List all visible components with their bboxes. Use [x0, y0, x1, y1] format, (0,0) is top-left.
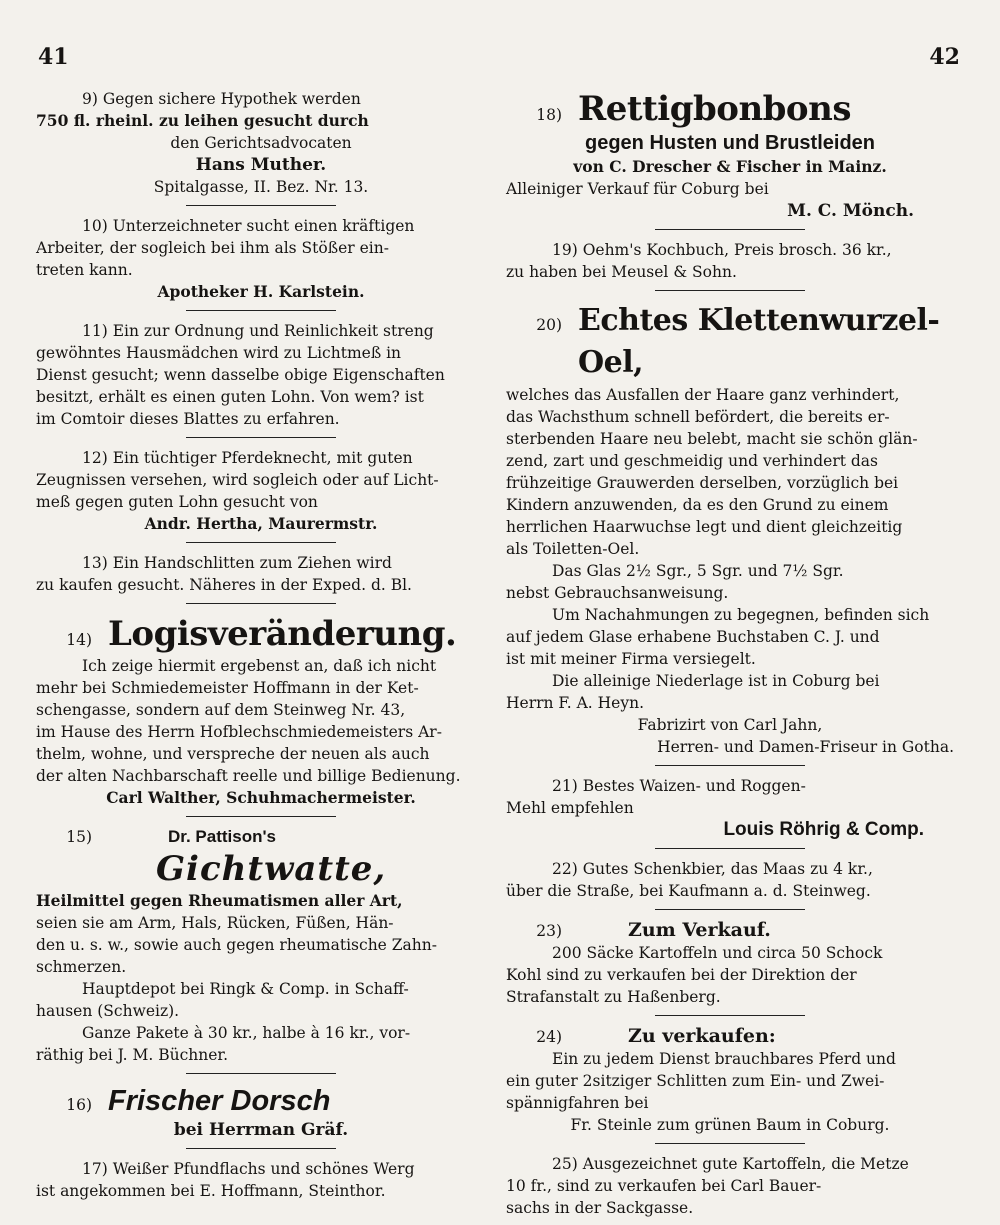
- ad-11-line-3: Dienst gesucht; wenn dasselbe obige Eigenschaften: [36, 366, 445, 384]
- ad-17-line-2: ist angekommen bei E. Hoffmann, Steinthor.: [36, 1182, 386, 1200]
- ad-18-signature: M. C. Mönch.: [787, 201, 914, 221]
- divider: [186, 603, 336, 604]
- ad-15-line-2: seien sie am Arm, Hals, Rücken, Füßen, Hän-: [36, 914, 394, 932]
- ad-12: [36, 447, 486, 535]
- ad-20-line-3: sterbenden Haare neu belebt, macht sie schön glän-: [506, 430, 918, 448]
- ad-14-line-5: thelm, wohne, und verspreche der neuen als auch: [36, 745, 430, 763]
- ad-15-line-3: den u. s. w., sowie auch gegen rheumatische Zahn-: [36, 936, 437, 954]
- ad-21: [506, 775, 954, 841]
- ad-16-line-1: bei Herrman Gräf.: [173, 1120, 349, 1140]
- ad-20-headline: Echtes Klettenwurzel-Oel,: [578, 303, 940, 380]
- ad-12-line-3: meß gegen guten Lohn gesucht von: [36, 493, 318, 511]
- ad-14-line-1: Ich zeige hiermit ergebenst an, daß ich nicht: [82, 657, 437, 675]
- ad-15-line-7: Ganze Pakete à 30 kr., halbe à 16 kr., vor-: [82, 1024, 411, 1042]
- ad-14-line-2: mehr bei Schmiedemeister Hoffmann in der Ket-: [36, 679, 419, 697]
- ad-11-line-1: 11) Ein zur Ordnung und Reinlichkeit streng: [82, 322, 434, 340]
- divider: [655, 290, 805, 291]
- ad-15-line-6: hausen (Schweiz).: [36, 1002, 180, 1020]
- ad-16-number: 16): [66, 1096, 92, 1114]
- ad-11-line-2: gewöhntes Hausmädchen wird zu Lichtmeß in: [36, 344, 402, 362]
- ad-9-line-2: 750 fl. rheinl. zu leihen gesucht durch: [36, 111, 369, 130]
- ad-20-line-12: auf jedem Glase erhabene Buchstaben C. J. und: [506, 628, 880, 646]
- ad-10-line-2: Arbeiter, der sogleich bei ihm als Stößer ein-: [36, 239, 389, 257]
- ad-20: [506, 300, 954, 758]
- ad-20-line-4: zend, zart und geschmeidig und verhindert das: [506, 452, 879, 470]
- ad-20-line-7: herrlichen Haarwuchse legt und dient gleichzeitig: [506, 518, 903, 536]
- ad-12-line-1: 12) Ein tüchtiger Pferdeknecht, mit guten: [82, 449, 413, 467]
- ad-25-line-3: sachs in der Sackgasse.: [506, 1199, 694, 1217]
- ad-20-line-9: Das Glas 2½ Sgr., 5 Sgr. und 7½ Sgr.: [552, 562, 844, 580]
- ad-10: [36, 215, 486, 303]
- ad-15-subhead: Dr. Pattison's: [168, 827, 276, 846]
- divider: [186, 310, 336, 311]
- ad-15-line-4: schmerzen.: [36, 958, 127, 976]
- ad-20-line-11: Um Nachahmungen zu begegnen, befinden sich: [552, 606, 930, 624]
- ad-25-line-1: 25) Ausgezeichnet gute Kartoffeln, die Metze: [552, 1155, 909, 1173]
- ad-25-line-2: 10 fr., sind zu verkaufen bei Carl Bauer-: [506, 1177, 822, 1195]
- ad-24-number: 24): [536, 1028, 562, 1046]
- ad-14-line-6: der alten Nachbarschaft reelle und billige Bedienung.: [36, 767, 461, 785]
- ad-20-line-8: als Toiletten-Oel.: [506, 540, 640, 558]
- divider: [655, 1015, 805, 1016]
- ad-9-signature: Hans Muther.: [195, 155, 327, 175]
- ad-10-signature: Apotheker H. Karlstein.: [157, 282, 365, 301]
- ad-14-number: 14): [66, 631, 92, 649]
- ad-11-line-4: besitzt, erhält es einen guten Lohn. Von wem? ist: [36, 388, 424, 406]
- ad-13-line-1: 13) Ein Handschlitten zum Ziehen wird: [82, 554, 392, 572]
- ad-20-line-10: nebst Gebrauchsanweisung.: [506, 584, 729, 602]
- ad-17: [36, 1158, 486, 1202]
- ad-23-headline: Zum Verkauf.: [628, 919, 771, 941]
- ad-9-address: Spitalgasse, II. Bez. Nr. 13.: [153, 178, 369, 196]
- page-number-left: 41: [38, 44, 69, 70]
- ad-15: [36, 826, 486, 1066]
- ad-14-line-4: im Hause des Herrn Hofblechschmiedemeisters Ar-: [36, 723, 442, 741]
- ad-23: [506, 919, 954, 1008]
- ad-23-line-2: Kohl sind zu verkaufen bei der Direktion der: [506, 966, 857, 984]
- ad-18-line-2: von C. Drescher & Fischer in Mainz.: [573, 157, 887, 176]
- ad-20-line-1: welches das Ausfallen der Haare ganz verhindert,: [506, 386, 900, 404]
- ad-16: [36, 1083, 486, 1141]
- ad-23-line-1: 200 Säcke Kartoffeln und circa 50 Schock: [552, 944, 883, 962]
- ad-25: [506, 1153, 954, 1219]
- ad-20-line-16: Fabrizirt von Carl Jahn,: [637, 716, 823, 734]
- ad-20-line-13: ist mit meiner Firma versiegelt.: [506, 650, 756, 668]
- ad-20-line-15: Herrn F. A. Heyn.: [506, 694, 645, 712]
- ad-9-line-1: 9) Gegen sichere Hypothek werden: [82, 90, 361, 108]
- ad-13: [36, 552, 486, 596]
- divider: [186, 1073, 336, 1074]
- ad-11: [36, 320, 486, 430]
- ad-21-line-2: Mehl empfehlen: [506, 799, 634, 817]
- ad-15-headline: Gichtwatte,: [156, 849, 387, 889]
- divider: [186, 205, 336, 206]
- divider: [655, 765, 805, 766]
- ad-18-line-1: gegen Husten und Brustleiden: [584, 132, 876, 154]
- ad-22: [506, 858, 954, 902]
- ad-16-headline: Frischer Dorsch: [108, 1085, 331, 1117]
- divider: [655, 1143, 805, 1144]
- ad-18: [506, 88, 954, 222]
- ad-20-line-17: Herren- und Damen-Friseur in Gotha.: [657, 738, 954, 756]
- divider: [186, 816, 336, 817]
- ad-20-line-2: das Wachsthum schnell befördert, die bereits er-: [506, 408, 890, 426]
- ad-20-line-6: Kindern anzuwenden, da es den Grund zu einem: [506, 496, 889, 514]
- ad-12-line-2: Zeugnissen versehen, wird sogleich oder auf Licht-: [36, 471, 439, 489]
- ad-24-line-3: spännigfahren bei: [506, 1094, 649, 1112]
- ad-22-line-1: 22) Gutes Schenkbier, das Maas zu 4 kr.,: [552, 860, 873, 878]
- divider: [655, 909, 805, 910]
- ad-15-line-8: räthig bei J. M. Büchner.: [36, 1046, 229, 1064]
- ad-22-line-2: über die Straße, bei Kaufmann a. d. Steinweg.: [506, 882, 871, 900]
- ad-10-line-1: 10) Unterzeichneter sucht einen kräftigen: [82, 217, 415, 235]
- ad-23-line-3: Strafanstalt zu Haßenberg.: [506, 988, 721, 1006]
- ad-20-line-5: frühzeitige Grauwerden derselben, vorzüglich bei: [506, 474, 899, 492]
- ad-18-headline: Rettigbonbons: [578, 89, 851, 129]
- divider: [186, 1148, 336, 1149]
- ad-18-line-3: Alleiniger Verkauf für Coburg bei: [506, 180, 769, 198]
- ad-14-headline: Logisveränderung.: [108, 614, 457, 654]
- ad-14: [36, 613, 486, 809]
- ad-15-line-5: Hauptdepot bei Ringk & Comp. in Schaff-: [82, 980, 409, 998]
- page-number-right: 42: [929, 44, 960, 70]
- ad-24: [506, 1025, 954, 1136]
- ad-23-number: 23): [536, 922, 562, 940]
- ad-9: [36, 88, 486, 198]
- ad-24-signature: Fr. Steinle zum grünen Baum in Coburg.: [570, 1116, 890, 1134]
- ad-15-line-1: Heilmittel gegen Rheumatismen aller Art,: [36, 891, 403, 910]
- ad-24-headline: Zu verkaufen:: [628, 1025, 776, 1047]
- ad-17-line-1: 17) Weißer Pfundflachs und schönes Werg: [82, 1160, 415, 1178]
- ad-14-signature: Carl Walther, Schuhmachermeister.: [106, 788, 416, 807]
- divider: [655, 848, 805, 849]
- ad-10-line-3: treten kann.: [36, 261, 133, 279]
- ad-14-line-3: schengasse, sondern auf dem Steinweg Nr. 43,: [36, 701, 406, 719]
- ad-15-number: 15): [66, 828, 92, 846]
- ad-9-line-3: den Gerichtsadvocaten: [170, 134, 352, 152]
- divider: [186, 542, 336, 543]
- right-column: [506, 88, 954, 1219]
- left-column: [36, 88, 486, 1202]
- ad-20-number: 20): [536, 316, 562, 334]
- ad-18-number: 18): [536, 106, 562, 124]
- ad-12-signature: Andr. Hertha, Maurermstr.: [144, 514, 378, 533]
- ad-20-line-14: Die alleinige Niederlage ist in Coburg bei: [552, 672, 880, 690]
- divider: [186, 437, 336, 438]
- ad-11-line-5: im Comtoir dieses Blattes zu erfahren.: [36, 410, 340, 428]
- divider: [655, 229, 805, 230]
- ad-24-line-2: ein guter 2sitziger Schlitten zum Ein- und Zwei-: [506, 1072, 885, 1090]
- ad-21-line-1: 21) Bestes Waizen- und Roggen-: [552, 777, 806, 795]
- ad-19-line-2: zu haben bei Meusel & Sohn.: [506, 263, 737, 281]
- ad-21-signature: Louis Röhrig & Comp.: [723, 819, 924, 840]
- ad-19: [506, 239, 954, 283]
- ad-24-line-1: Ein zu jedem Dienst brauchbares Pferd und: [552, 1050, 896, 1068]
- ad-13-line-2: zu kaufen gesucht. Näheres in der Exped. d. Bl.: [36, 576, 412, 594]
- ad-19-line-1: 19) Oehm's Kochbuch, Preis brosch. 36 kr.,: [552, 241, 892, 259]
